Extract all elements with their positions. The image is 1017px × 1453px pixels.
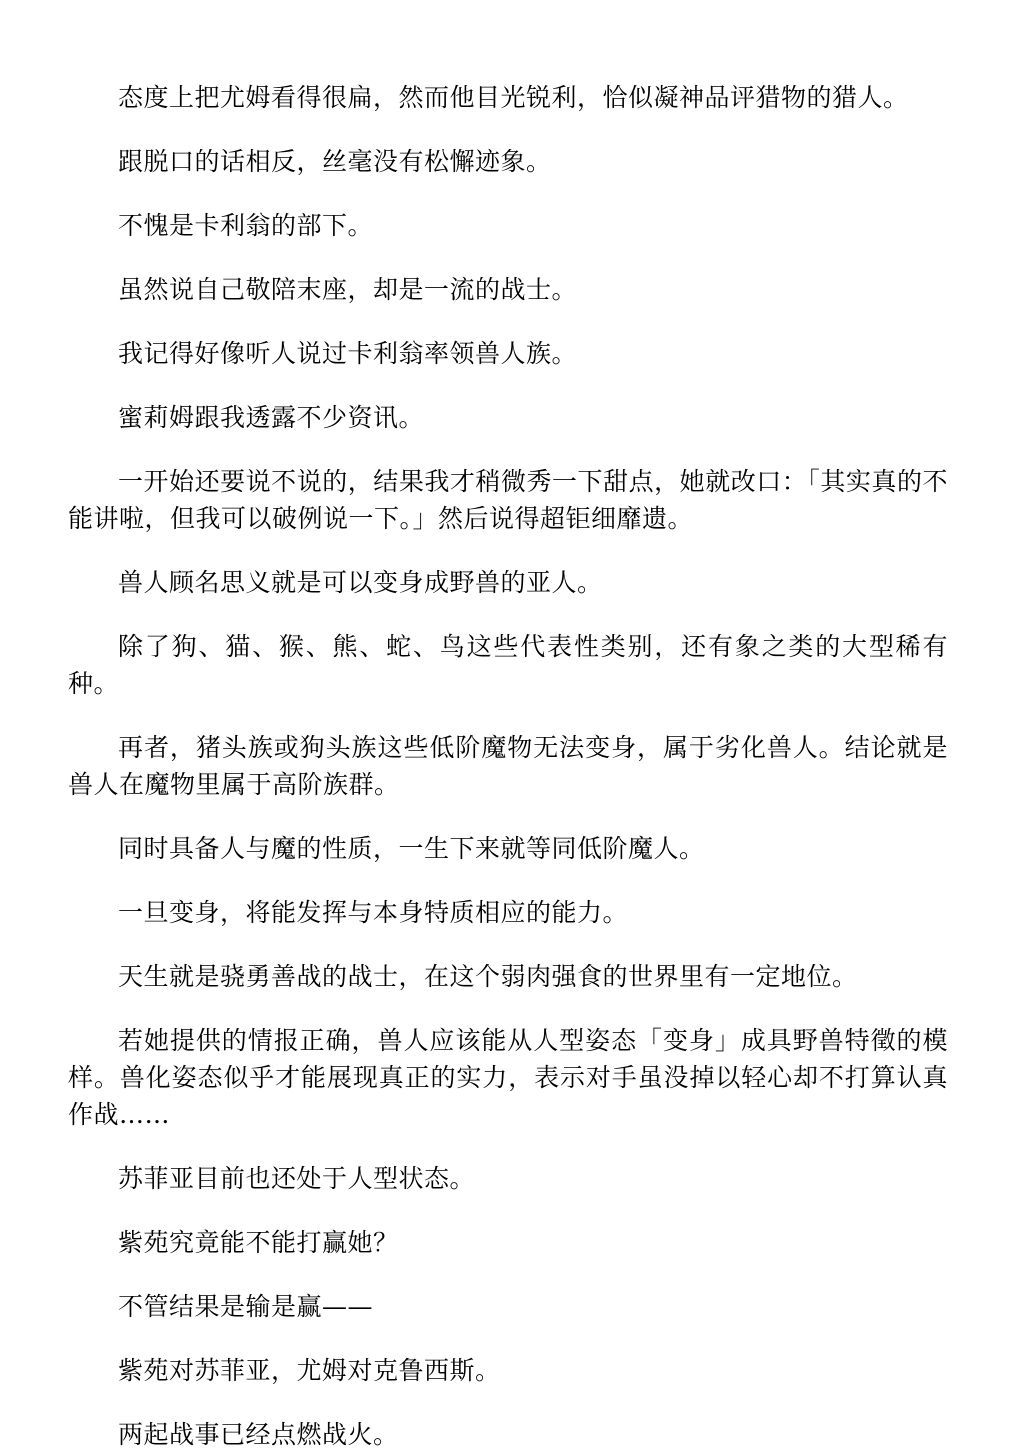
paragraph: 紫苑究竟能不能打赢她？ <box>118 1228 399 1257</box>
paragraph: 我记得好像听人说过卡利翁率领兽人族。 <box>118 339 578 368</box>
paragraph: 态度上把尤姆看得很扁，然而他目光锐利，恰似凝神品评猎物的猎人。 <box>118 83 909 112</box>
paragraph: 紫苑对苏菲亚，尤姆对克鲁西斯。 <box>118 1356 501 1385</box>
paragraph: 再者，猪头族或狗头族这些低阶魔物无法变身，属于劣化兽人。结论就是兽人在魔物里属于高阶族群。 <box>68 733 948 799</box>
paragraph: 同时具备人与魔的性质，一生下来就等同低阶魔人。 <box>118 834 705 863</box>
paragraph: 天生就是骁勇善战的战士，在这个弱肉强食的世界里有一定地位。 <box>118 962 858 991</box>
paragraph: 跟脱口的话相反，丝毫没有松懈迹象。 <box>118 147 552 176</box>
paragraph: 若她提供的情报正确，兽人应该能从人型姿态「变身」成具野兽特徵的模样。兽化姿态似乎才能展现真正的实力，表示对手虽没掉以轻心却不打算认真作战…… <box>68 1026 948 1129</box>
paragraph: 不管结果是输是赢—— <box>118 1292 374 1321</box>
paragraph: 不愧是卡利翁的部下。 <box>118 211 374 240</box>
document-page <box>68 0 948 1453</box>
paragraph: 两起战事已经点燃战火。 <box>118 1420 399 1449</box>
paragraph: 苏菲亚目前也还处于人型状态。 <box>118 1164 476 1193</box>
paragraph: 蜜莉姆跟我透露不少资讯。 <box>118 403 425 432</box>
paragraph: 一开始还要说不说的，结果我才稍微秀一下甜点，她就改口：「其实真的不能讲啦，但我可以破例说一下。」然后说得超钜细靡遗。 <box>68 467 948 533</box>
paragraph: 一旦变身，将能发挥与本身特质相应的能力。 <box>118 898 629 927</box>
paragraph: 虽然说自己敬陪末座，却是一流的战士。 <box>118 275 578 304</box>
paragraph: 兽人顾名思义就是可以变身成野兽的亚人。 <box>118 568 603 597</box>
paragraph: 除了狗、猫、猴、熊、蛇、鸟这些代表性类别，还有象之类的大型稀有种。 <box>68 632 948 698</box>
